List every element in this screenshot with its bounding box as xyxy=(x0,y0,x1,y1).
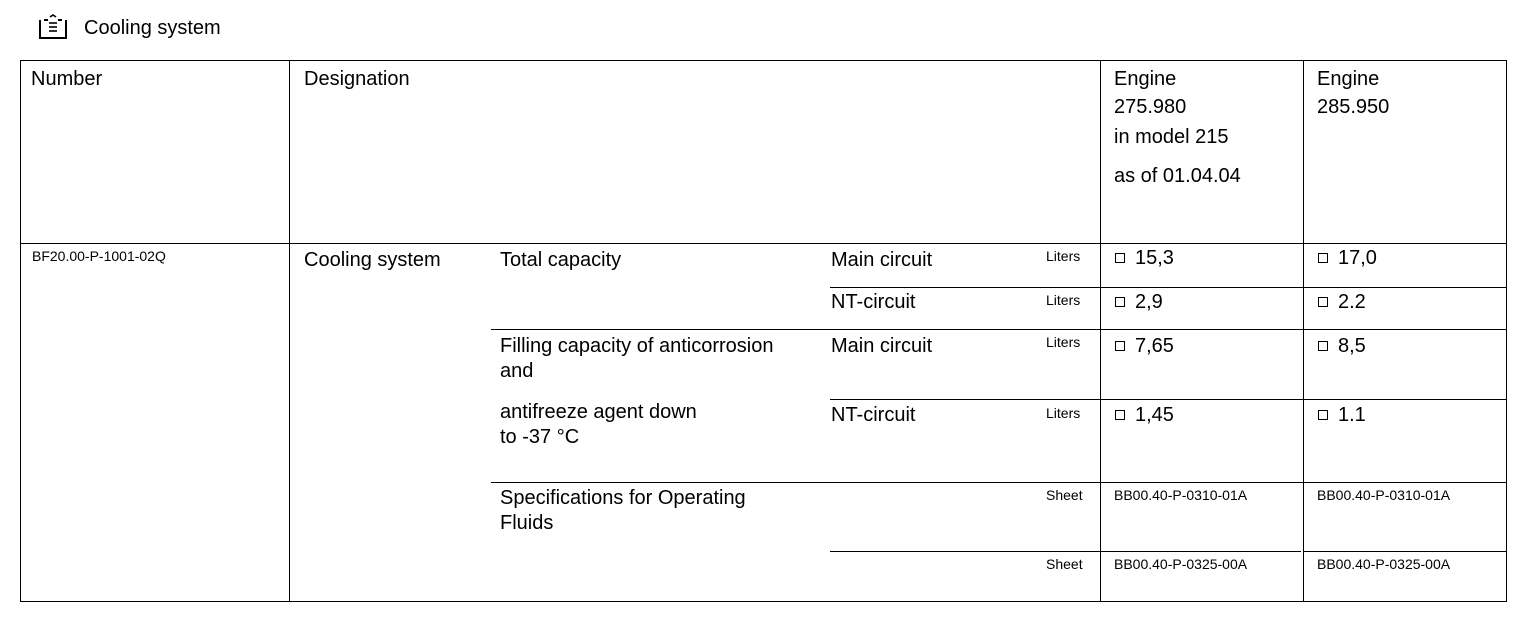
group-label: Cooling system xyxy=(304,249,441,271)
total-capacity-label: Total capacity xyxy=(500,249,622,271)
checkbox-icon xyxy=(1115,341,1125,351)
checkbox-icon xyxy=(1318,253,1328,263)
value-cell: 2,9 xyxy=(1115,290,1163,314)
row-divider xyxy=(830,287,1506,288)
checkbox-icon xyxy=(1318,410,1328,420)
col-divider xyxy=(289,61,290,601)
coolant-reservoir-icon xyxy=(38,14,68,40)
sheet-reference-link: BB00.40-P-0325-00A xyxy=(1114,556,1248,572)
col-divider xyxy=(1303,61,1304,601)
unit-label: Liters xyxy=(1046,292,1081,308)
col-header-number: Number xyxy=(31,68,103,90)
col-header-designation: Designation xyxy=(304,68,410,90)
row-divider xyxy=(1303,551,1506,552)
circuit-label: Main circuit xyxy=(831,249,933,271)
checkbox-icon xyxy=(1115,297,1125,307)
circuit-label: NT-circuit xyxy=(831,404,916,426)
col-divider xyxy=(1100,61,1101,601)
checkbox-icon xyxy=(1318,297,1328,307)
sheet-reference-link: BB00.40-P-0310-01A xyxy=(1114,487,1248,503)
page-title: Cooling system xyxy=(84,17,221,39)
unit-label: Liters xyxy=(1046,248,1081,264)
value-cell: 17,0 xyxy=(1318,246,1377,270)
circuit-label: NT-circuit xyxy=(831,291,916,313)
unit-label: Liters xyxy=(1046,334,1081,350)
value-cell: 1,45 xyxy=(1115,403,1174,427)
value-cell: 1.1 xyxy=(1318,403,1366,427)
unit-label: Liters xyxy=(1046,405,1081,421)
checkbox-icon xyxy=(1115,410,1125,420)
value-cell: 15,3 xyxy=(1115,246,1174,270)
unit-label: Sheet xyxy=(1046,556,1083,572)
section-header xyxy=(38,10,221,44)
sheet-reference-link: BB00.40-P-0310-01A xyxy=(1317,487,1451,503)
row-divider xyxy=(491,329,1506,330)
checkbox-icon xyxy=(1318,341,1328,351)
specification-table: Number Designation Engine 275.980 in model 215 as of 01.04.04 Engine 285.950 BF20.00-P-1001-02Q Cooling system Total capacity Main circuit Liters 15,3 17,0 NT-circuit Liters 2,9 2.2 Filling capacity of anticorrosion and antifreeze agent down to -37 °C Main circuit Liters 7,65 8,5 NT-circuit Liters 1,45 1.1 Specifications for Operating Fluids Sheet BB00.40-P-0310-01A BB00.40-P-0310-01A Sheet BB00.40-P-0325-00A BB00.40-P-0325-00A xyxy=(20,60,1507,602)
row-divider xyxy=(830,551,1301,552)
unit-label: Sheet xyxy=(1046,487,1083,503)
part-number: BF20.00-P-1001-02Q xyxy=(32,248,166,264)
header-row-divider xyxy=(21,243,1506,244)
sheet-reference-link: BB00.40-P-0325-00A xyxy=(1317,556,1451,572)
value-cell: 8,5 xyxy=(1318,334,1366,358)
checkbox-icon xyxy=(1115,253,1125,263)
value-cell: 7,65 xyxy=(1115,334,1174,358)
row-divider xyxy=(830,399,1506,400)
row-divider xyxy=(491,482,1506,483)
value-cell: 2.2 xyxy=(1318,290,1366,314)
circuit-label: Main circuit xyxy=(831,335,933,357)
